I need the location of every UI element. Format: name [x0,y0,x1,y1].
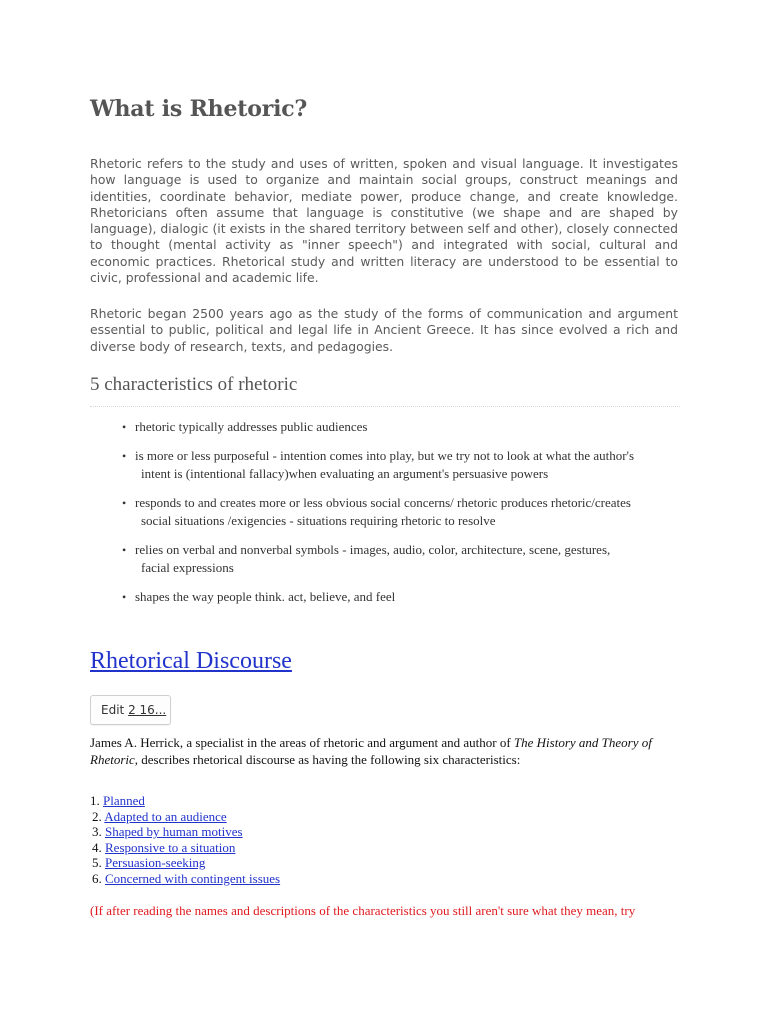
list-item [90,855,280,871]
item-link-responsive[interactable]: Responsive to a situation [105,839,236,855]
item-number: 1. [90,793,100,808]
list-item-line2: intent is (intentional fallacy)when evaluating an argument's persuasive powers [141,466,549,481]
list-item-line2: social situations /exigencies - situations requiring rhetoric to resolve [141,513,496,528]
item-number: 2. [92,808,102,824]
section-divider [90,406,680,407]
item-number: 3. [92,824,102,840]
list-item [122,418,725,436]
list-item [122,494,725,530]
item-number: 4. [92,839,102,855]
list-item-line1: is more or less purposeful - intention comes into play, but we try not to look at what the author's [135,448,635,463]
list-item-line1: shapes the way people think. act, believe, and feel [135,589,396,604]
list-item [90,840,280,856]
list-item [90,809,280,825]
item-link-adapted[interactable]: Adapted to an audience [104,808,227,824]
history-paragraph: Rhetoric began 2500 years ago as the study of the forms of communication and argument essential to public, political and legal life in Ancient Greece. It has since evolved a rich and diverse body of research, texts, and pedagogies. [90,306,678,354]
bullet-icon: • [122,496,127,510]
item-number: 5. [92,855,102,871]
bullet-icon: • [122,590,127,604]
item-link-planned[interactable]: Planned [103,793,145,808]
list-item-line1: relies on verbal and nonverbal symbols - images, audio, color, architecture, scene, gestures, [135,542,611,557]
list-item [122,447,725,483]
red-note: (If after reading the names and descriptions of the characteristics you still aren't sure what they mean, try [90,903,636,918]
rhetorical-discourse-link[interactable]: Rhetorical Discourse [90,648,292,674]
list-item-line1: responds to and creates more or less obvious social concerns/ rhetoric produces rhetoric/creates [135,495,631,510]
edit-count-link[interactable]: 2 16... [128,703,167,717]
characteristics-heading: 5 characteristics of rhetoric [90,374,298,395]
list-item [90,793,280,809]
list-item [90,824,280,840]
bullet-icon: • [122,543,127,557]
item-link-shaped[interactable]: Shaped by human motives [105,824,243,840]
intro-paragraph: Rhetoric refers to the study and uses of written, spoken and visual language. It investigates how language is used to organize and maintain social groups, construct meanings and identities, coordinate behavior, mediate power, produce change, and create knowledge. Rhetoricians often assume that language is constitutive (we shape and are shaped by language), dialogic (it exists in the shared territory between self and other), closely connected to thought (mental activity as "inner speech") and integrated with social, cultural and economic practices. Rhetorical study and written literacy are understood to be essential to civic, professional and academic life. [90,156,678,286]
herrick-text-after: , describes rhetorical discourse as having the following six characteristics: [134,752,521,767]
page-title: What is Rhetoric? [90,96,308,122]
list-item [122,541,725,577]
characteristics-list [90,418,725,617]
list-item-line1: rhetoric typically addresses public audiences [135,419,368,434]
list-item-line2: facial expressions [141,560,234,575]
item-number: 6. [92,870,102,886]
bullet-icon: • [122,449,127,463]
list-item [122,588,725,606]
herrick-paragraph [90,734,680,768]
list-item [90,871,280,887]
edit-button[interactable] [90,695,171,725]
bullet-icon: • [122,420,127,434]
edit-label: Edit [101,703,125,717]
book-title: The History and Theory of Rhetoric [90,735,652,767]
item-link-contingent[interactable]: Concerned with contingent issues [105,870,281,886]
item-link-persuasion[interactable]: Persuasion-seeking [105,855,206,871]
herrick-text-before: James A. Herrick, a specialist in the areas of rhetoric and argument and author of [90,735,514,750]
discourse-characteristics-list [90,793,280,887]
